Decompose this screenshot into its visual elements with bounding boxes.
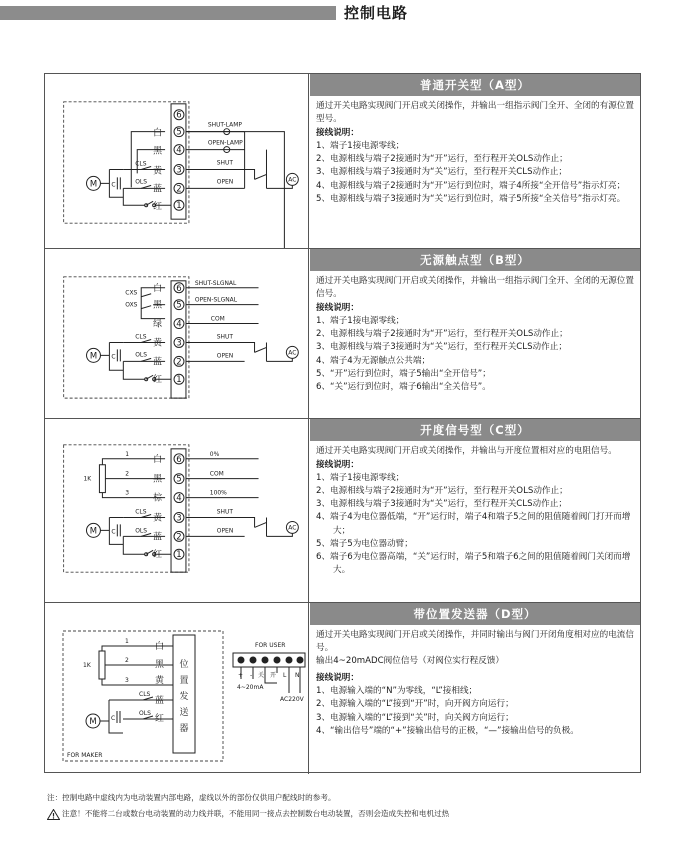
list-item: 2、电源相线与端子2接通时为“开”运行，至行程开关OLS动作止； xyxy=(316,154,568,165)
section-title: 普通开关型（A型） xyxy=(310,74,640,96)
list-item: 3、电源相线与端子3接通时为“关”运行，至行程开关CLS动作止； xyxy=(316,499,567,510)
svg-text:棕: 棕 xyxy=(153,493,163,504)
svg-text:绿: 绿 xyxy=(153,319,163,330)
user-terminal-strip xyxy=(233,642,305,703)
warning-text: 注意！不能将二台或数台电动装置的动力线并联，不能用同一接点去控制数台电动装置，否则会造成失控和电机过热 xyxy=(62,809,450,818)
svg-text:黄: 黄 xyxy=(153,166,163,177)
svg-text:AC: AC xyxy=(288,176,297,184)
svg-text:CLS: CLS xyxy=(135,160,147,168)
diagram-c xyxy=(45,419,309,602)
svg-text:6: 6 xyxy=(176,453,182,464)
list-item: 6、“关”运行到位时，端子6输出“全关信号”。 xyxy=(316,381,491,392)
svg-text:0%: 0% xyxy=(209,450,220,458)
svg-text:5: 5 xyxy=(176,473,182,484)
svg-text:5: 5 xyxy=(176,126,182,137)
list-item: 2、电源相线与端子2接通时为“开”运行，至行程开关OLS动作止； xyxy=(316,329,568,340)
svg-text:AC220V: AC220V xyxy=(280,696,304,703)
svg-text:2: 2 xyxy=(125,657,129,664)
list-item: 6、端子6为电位器高端，“关”运行时，端子5和端子6之间的阻值随着阀门关闭而增大。 xyxy=(316,551,631,575)
terminal-numbers xyxy=(174,110,184,210)
internal-wiring xyxy=(123,132,171,207)
list-item: 5、端子5为电位器动臂； xyxy=(316,538,413,549)
motor xyxy=(87,169,124,197)
desc-a xyxy=(310,74,640,248)
section-intro: 通过开关电路实现阀门开启或关闭操作，并同时输出与阀门开闭角度相对应的电流信号。 xyxy=(316,630,634,654)
svg-text:3: 3 xyxy=(125,489,130,497)
svg-text:4: 4 xyxy=(176,318,182,329)
wiring-label: 接线说明： xyxy=(316,303,359,314)
list-item: 2、电源输入端的“L”接到“开”时，向开阀方向运行； xyxy=(316,699,514,710)
external-wiring xyxy=(186,451,267,537)
internal-wiring xyxy=(123,288,171,381)
svg-text:N: N xyxy=(295,672,300,679)
svg-text:5: 5 xyxy=(176,299,182,310)
diagram-d xyxy=(45,603,309,774)
svg-text:SHUT: SHUT xyxy=(216,333,234,341)
svg-text:CXS: CXS xyxy=(125,289,138,297)
list-item: 3、电源输入端的“L”接到“关”时，向关阀方向运行； xyxy=(316,712,514,723)
svg-text:4: 4 xyxy=(176,144,182,155)
svg-text:1: 1 xyxy=(176,374,182,385)
svg-text:SHUT-LAMP: SHUT-LAMP xyxy=(207,121,242,129)
section-d xyxy=(45,603,640,774)
svg-text:4~20mA: 4~20mA xyxy=(237,684,264,691)
section-a xyxy=(45,74,640,249)
circuit-diagram-a xyxy=(45,74,309,248)
svg-text:OXS: OXS xyxy=(125,301,138,309)
svg-text:开: 开 xyxy=(270,672,277,679)
svg-text:AC: AC xyxy=(288,524,297,532)
svg-text:M: M xyxy=(89,525,98,536)
section-b xyxy=(45,249,640,419)
section-intro: 通过开关电路实现阀门开启或关闭操作，并输出与开度位置相对应的电阻信号。 xyxy=(316,446,617,456)
svg-text:COM: COM xyxy=(210,315,225,323)
list-item: 5、“开”运行到位时，端子5输出“全开信号”； xyxy=(316,368,491,379)
section-intro: 通过开关电路实现阀门开启或关闭操作，并输出一组指示阀门全开、全闭的有源位置型号。 xyxy=(316,101,634,125)
svg-text:1K: 1K xyxy=(83,475,92,483)
svg-text:+: + xyxy=(238,672,244,679)
svg-text:AC: AC xyxy=(288,349,297,357)
list-item: 4、端子4为电位器低端，“开”运行时，端子4和端子5之间的阻值随着阀门打开而增大； xyxy=(316,512,631,536)
wiring-label: 接线说明： xyxy=(316,128,359,139)
svg-text:黑: 黑 xyxy=(155,660,165,670)
motor xyxy=(87,342,124,370)
svg-text:黄: 黄 xyxy=(153,338,163,349)
svg-text:1: 1 xyxy=(176,200,182,211)
for-maker-label: FOR MAKER xyxy=(67,752,103,759)
ac-source xyxy=(255,521,299,536)
transmitter-label xyxy=(179,658,188,734)
ac-source xyxy=(255,346,299,361)
footnote: 注：控制电路中虚线内为电动装置内部电路，虚线以外的部份仅供用户配线时的参考。 xyxy=(47,793,336,802)
terminal-numbers xyxy=(174,283,184,384)
warning-note xyxy=(47,808,449,820)
list-item: 4、“输出信号”端的“+”接输出信号的正极，“—”接输出信号的负极。 xyxy=(316,725,579,736)
internal-wiring xyxy=(123,508,171,555)
svg-text:黑: 黑 xyxy=(153,474,163,485)
svg-text:2: 2 xyxy=(176,183,182,194)
svg-text:置: 置 xyxy=(179,676,189,686)
svg-text:CLS: CLS xyxy=(135,333,147,341)
section-title: 无源触点型（B型） xyxy=(310,249,640,271)
svg-text:OPEN-SLGNAL: OPEN-SLGNAL xyxy=(194,296,238,304)
external-wiring xyxy=(186,280,267,362)
svg-text:4: 4 xyxy=(176,492,182,503)
svg-text:SHUT-SLGNAL: SHUT-SLGNAL xyxy=(194,279,237,287)
svg-text:红: 红 xyxy=(153,550,163,561)
svg-text:黄: 黄 xyxy=(155,676,165,686)
svg-text:红: 红 xyxy=(153,202,163,213)
internal-wiring xyxy=(123,691,173,719)
section-extra: 输出4~20mADC阀位信号（对阀位实行程反馈） xyxy=(316,656,504,667)
svg-text:红: 红 xyxy=(153,375,163,386)
svg-text:C: C xyxy=(111,353,116,361)
svg-text:白: 白 xyxy=(153,128,163,139)
list-item: 1、端子1接电源零线； xyxy=(316,141,405,152)
wiring-label: 接线说明： xyxy=(316,673,359,684)
svg-text:1: 1 xyxy=(176,549,182,560)
svg-text:L: L xyxy=(283,672,287,679)
diagram-b xyxy=(45,249,309,418)
svg-text:2: 2 xyxy=(125,470,130,478)
svg-text:C: C xyxy=(111,181,116,189)
svg-text:位: 位 xyxy=(179,660,189,670)
svg-text:M: M xyxy=(89,350,98,361)
wiring-label: 接线说明： xyxy=(316,460,359,471)
svg-text:2: 2 xyxy=(176,531,182,542)
svg-text:6: 6 xyxy=(176,109,182,120)
section-title: 开度信号型（C型） xyxy=(310,419,640,441)
list-item: 3、电源相线与端子3接通时为“关”运行，至行程开关CLS动作止； xyxy=(316,342,567,353)
svg-text:红: 红 xyxy=(155,714,165,724)
svg-text:OPEN: OPEN xyxy=(216,178,234,186)
svg-text:3: 3 xyxy=(176,164,182,175)
warning-icon xyxy=(47,809,60,820)
section-intro: 通过开关电路实现阀门开启或关闭操作，并输出一组指示阀门全开、全闭的无源位置信号。 xyxy=(316,276,634,300)
svg-text:黄: 黄 xyxy=(153,513,163,524)
page-title: 控制电路 xyxy=(344,4,409,22)
svg-text:1K: 1K xyxy=(83,662,91,669)
svg-text:器: 器 xyxy=(179,724,189,734)
svg-text:1: 1 xyxy=(125,450,130,458)
list-item: 1、电源输入端的“N”为零线，“L”接相线； xyxy=(316,686,478,697)
list-item: 2、电源相线与端子2接通时为“开”运行，至行程开关OLS动作止； xyxy=(316,486,568,497)
svg-text:-: - xyxy=(250,672,253,679)
svg-text:100%: 100% xyxy=(209,489,227,497)
header-bar xyxy=(0,6,336,20)
list-item: 4、端子4为无源触点公共端； xyxy=(316,355,431,366)
section-title: 带位置发送器（D型） xyxy=(310,603,640,625)
desc-c xyxy=(310,419,640,602)
svg-text:1: 1 xyxy=(125,638,129,645)
circuit-diagram-b xyxy=(45,249,309,418)
svg-text:蓝: 蓝 xyxy=(153,184,163,195)
svg-text:白: 白 xyxy=(153,454,163,465)
svg-text:OPEN-LAMP: OPEN-LAMP xyxy=(207,139,243,147)
svg-text:蓝: 蓝 xyxy=(155,696,165,706)
list-item: 3、电源相线与端子3接通时为“关”运行，至行程开关CLS动作止； xyxy=(316,167,567,178)
motor xyxy=(86,700,123,733)
section-c xyxy=(45,419,640,603)
svg-text:OPEN: OPEN xyxy=(216,352,234,360)
circuit-table xyxy=(44,73,641,773)
svg-text:SHUT: SHUT xyxy=(216,508,234,516)
wire-color-labels xyxy=(153,453,163,560)
circuit-diagram-d xyxy=(45,603,309,774)
motor xyxy=(86,517,123,544)
svg-text:CLS: CLS xyxy=(135,508,147,516)
desc-d xyxy=(310,603,640,774)
svg-text:OLS: OLS xyxy=(135,527,148,535)
svg-text:SHUT: SHUT xyxy=(216,159,234,167)
svg-text:M: M xyxy=(89,717,97,727)
internal-boundary xyxy=(64,445,189,572)
list-item: 5、电源相线与端子3接通时为“关”运行到位时，端子5所接“全关信号”指示灯亮。 xyxy=(316,193,626,204)
limit-switches xyxy=(135,160,151,188)
circuit-diagram-c xyxy=(45,419,309,602)
svg-text:2: 2 xyxy=(176,356,182,367)
svg-text:送: 送 xyxy=(179,708,189,718)
terminal-numbers xyxy=(174,454,184,559)
svg-text:白: 白 xyxy=(153,283,163,294)
svg-text:3: 3 xyxy=(125,677,129,684)
svg-text:OLS: OLS xyxy=(135,351,148,359)
external-wiring xyxy=(186,132,284,248)
svg-text:CLS: CLS xyxy=(139,691,151,698)
svg-text:蓝: 蓝 xyxy=(153,357,163,368)
svg-text:发: 发 xyxy=(179,692,189,702)
svg-text:3: 3 xyxy=(176,512,182,523)
desc-b xyxy=(310,249,640,418)
svg-text:关: 关 xyxy=(258,672,265,679)
ac-source xyxy=(255,173,299,188)
svg-text:黑: 黑 xyxy=(153,146,163,157)
svg-text:6: 6 xyxy=(176,282,182,293)
svg-text:3: 3 xyxy=(176,337,182,348)
svg-text:白: 白 xyxy=(155,642,165,652)
for-user-label: FOR USER xyxy=(255,642,286,649)
svg-text:蓝: 蓝 xyxy=(153,532,163,543)
svg-text:M: M xyxy=(89,178,98,189)
list-item: 1、端子1接电源零线； xyxy=(316,473,405,484)
wire-color-labels xyxy=(155,640,165,724)
svg-text:C: C xyxy=(111,528,116,536)
svg-text:OLS: OLS xyxy=(139,710,151,717)
svg-text:C: C xyxy=(111,715,116,722)
svg-text:黑: 黑 xyxy=(153,300,163,311)
wire-color-labels xyxy=(153,282,163,385)
diagram-a xyxy=(45,74,309,248)
svg-text:OLS: OLS xyxy=(135,178,148,186)
svg-text:COM: COM xyxy=(209,470,224,478)
svg-text:OPEN: OPEN xyxy=(216,527,234,535)
list-item: 4、电源相线与端子2接通时为“开”运行到位时，端子4所接“全开信号”指示灯亮； xyxy=(316,180,626,191)
list-item: 1、端子1接电源零线； xyxy=(316,316,405,327)
